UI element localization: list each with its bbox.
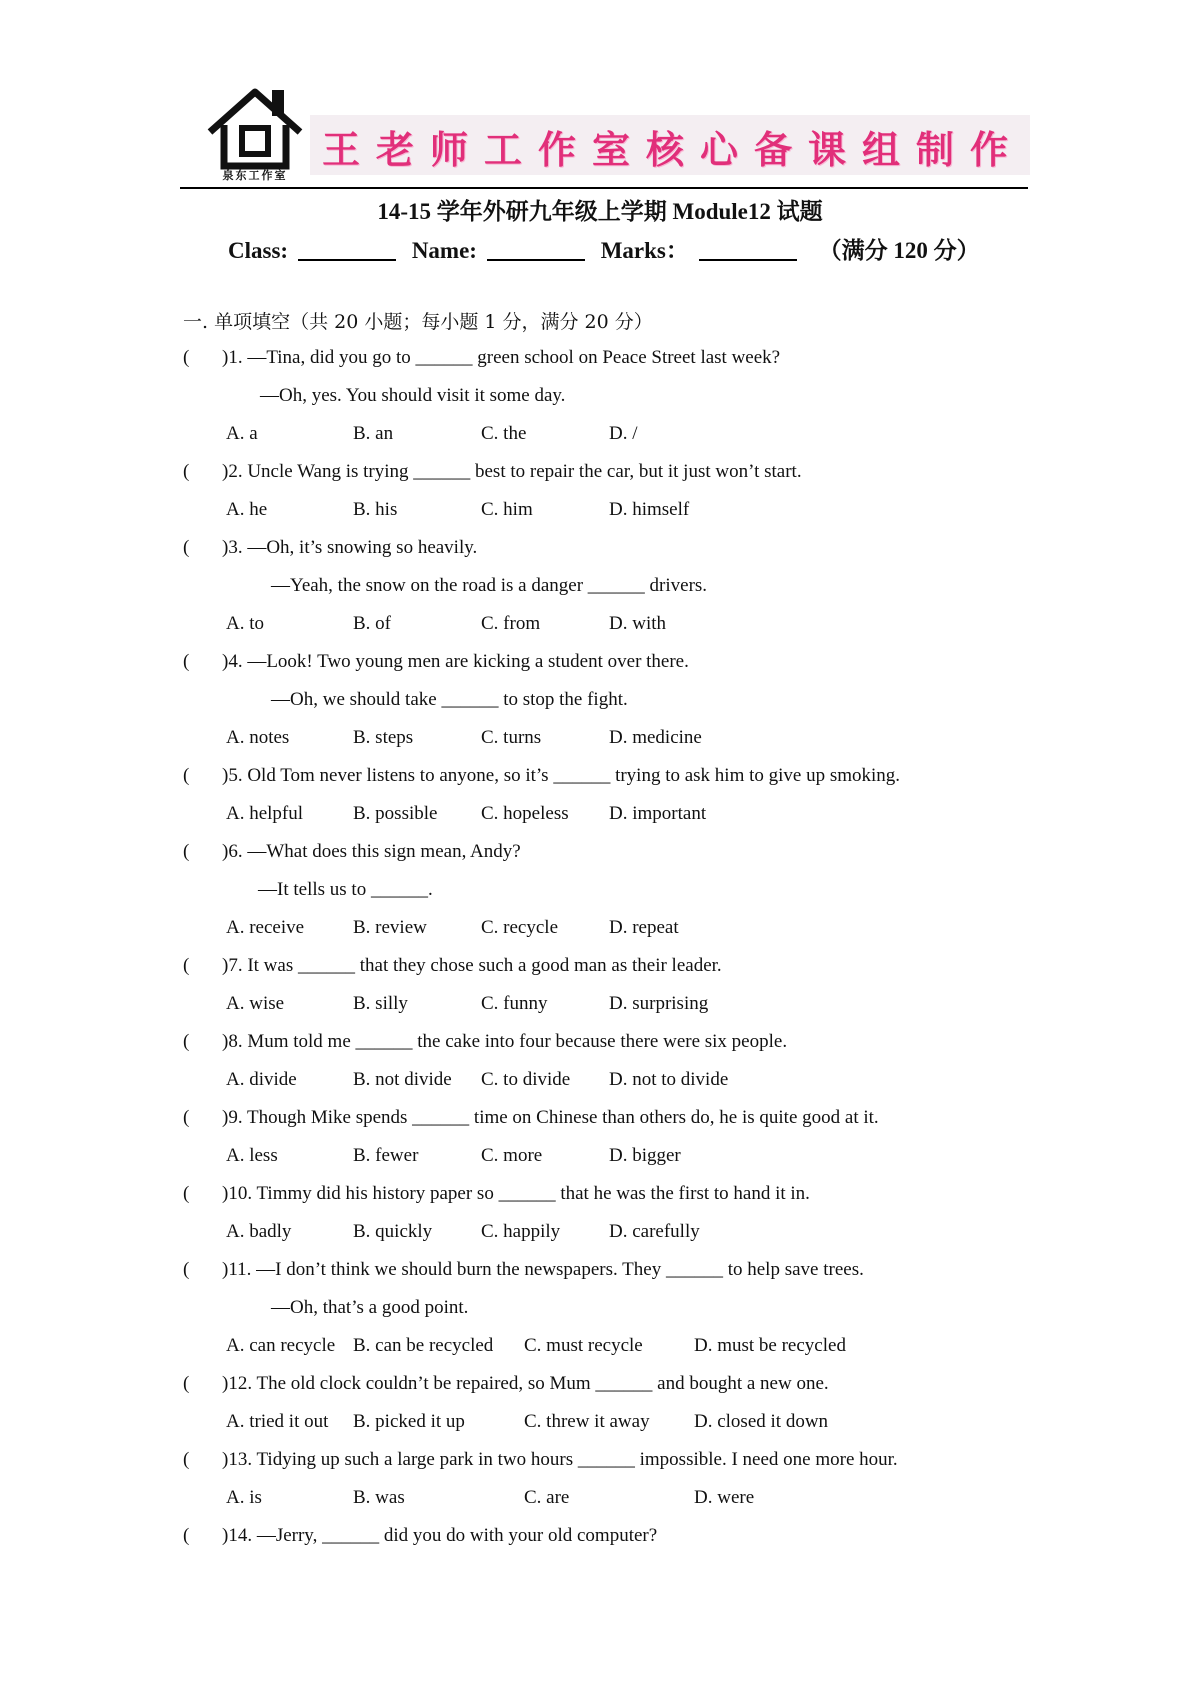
option-d: D. must be recycled (694, 1335, 846, 1356)
option-c: C. recycle (481, 917, 559, 938)
section-title: 一. 单项填空（共 20 小题；每小题 1 分，满分 20 分） (183, 311, 653, 333)
option-d: D. repeat (609, 917, 679, 938)
logo-label: 泉东工作室 (222, 170, 288, 182)
question-text: )1. —Tina, did you go to ______ green school on Peace Street last week? (222, 347, 781, 368)
answer-paren[interactable]: ( (183, 651, 190, 672)
option-a: A. divide (226, 1069, 297, 1090)
banner-text: 王老师工作室核心备课组制作 (322, 128, 1025, 172)
marks-blank[interactable] (699, 237, 797, 261)
option-d: D. not to divide (609, 1069, 729, 1090)
answer-paren[interactable]: ( (183, 1259, 190, 1280)
option-c: C. are (524, 1487, 570, 1508)
class-label: Class: (228, 238, 289, 263)
option-c: C. to divide (481, 1069, 571, 1090)
option-c: C. hopeless (481, 803, 569, 824)
option-d: D. surprising (609, 993, 709, 1014)
option-a: A. can recycle (226, 1335, 336, 1356)
option-a: A. wise (226, 993, 285, 1014)
banner (310, 115, 1030, 175)
question-text: )6. —What does this sign mean, Andy? (222, 841, 521, 862)
question-text: )2. Uncle Wang is trying ______ best to repair the car, but it just won’t start. (222, 461, 802, 482)
option-a: A. receive (226, 917, 305, 938)
question-text: )7. It was ______ that they chose such a good man as their leader. (222, 955, 722, 976)
option-d: D. / (609, 423, 638, 444)
option-c: C. turns (481, 727, 542, 748)
option-a: A. is (226, 1487, 262, 1508)
question-11-reply: —Oh, that’s a good point. (271, 1297, 469, 1318)
option-b: B. quickly (353, 1221, 433, 1242)
student-info-line (228, 232, 980, 265)
answer-paren[interactable]: ( (183, 1525, 190, 1546)
option-c: C. happily (481, 1221, 561, 1242)
answer-paren[interactable]: ( (183, 955, 190, 976)
answer-paren[interactable]: ( (183, 765, 190, 786)
question-text: )8. Mum told me ______ the cake into four because there were six people. (222, 1031, 788, 1052)
option-c: C. threw it away (524, 1411, 650, 1432)
option-d: D. medicine (609, 727, 702, 748)
answer-paren[interactable]: ( (183, 1449, 190, 1470)
option-a: A. a (226, 423, 258, 444)
page-title: 14-15 学年外研九年级上学期 Module12 试题 (377, 199, 823, 224)
option-b: B. fewer (353, 1145, 419, 1166)
option-b: B. not divide (353, 1069, 452, 1090)
option-d: D. closed it down (694, 1411, 829, 1432)
answer-paren[interactable]: ( (183, 1373, 190, 1394)
answer-paren[interactable]: ( (183, 537, 190, 558)
option-c: C. funny (481, 993, 548, 1014)
option-b: B. an (353, 423, 394, 444)
option-a: A. helpful (226, 803, 304, 824)
answer-paren[interactable]: ( (183, 1107, 190, 1128)
question-4-reply: —Oh, we should take ______ to stop the fight. (271, 689, 628, 710)
class-blank[interactable] (298, 237, 396, 261)
question-text: )11. —I don’t think we should burn the newspapers. They ______ to help save trees. (222, 1259, 864, 1280)
option-d: D. carefully (609, 1221, 700, 1242)
question-text: )10. Timmy did his history paper so ______ that he was the first to hand it in. (222, 1183, 810, 1204)
header-divider (180, 187, 1028, 189)
option-a: A. badly (226, 1221, 292, 1242)
question-text: )4. —Look! Two young men are kicking a student over there. (222, 651, 689, 672)
name-blank[interactable] (487, 237, 585, 261)
option-a: A. he (226, 499, 268, 520)
option-a: A. tried it out (226, 1411, 329, 1432)
option-a: A. less (226, 1145, 278, 1166)
option-c: C. must recycle (524, 1335, 643, 1356)
option-b: B. was (353, 1487, 405, 1508)
question-3-reply: —Yeah, the snow on the road is a danger ______ drivers. (271, 575, 708, 596)
marks-label: Marks： (600, 238, 689, 263)
document-header (180, 75, 1040, 185)
option-c: C. the (481, 423, 527, 444)
option-a: A. to (226, 613, 264, 634)
answer-paren[interactable]: ( (183, 347, 190, 368)
answer-paren[interactable]: ( (183, 1183, 190, 1204)
question-text: )13. Tidying up such a large park in two hours ______ impossible. I need one more hour. (222, 1449, 898, 1470)
option-b: B. can be recycled (353, 1335, 494, 1356)
option-b: B. picked it up (353, 1411, 465, 1432)
option-c: C. from (481, 613, 541, 634)
option-c: C. him (481, 499, 533, 520)
answer-paren[interactable]: ( (183, 1031, 190, 1052)
answer-paren[interactable]: ( (183, 461, 190, 482)
option-b: B. of (353, 613, 391, 634)
question-6-reply: —It tells us to ______. (258, 879, 433, 900)
name-label: Name: (411, 238, 477, 263)
option-d: D. bigger (609, 1145, 681, 1166)
question-text: )12. The old clock couldn’t be repaired, so Mum ______ and bought a new one. (222, 1373, 829, 1394)
option-b: B. silly (353, 993, 408, 1014)
total-score: （满分 120 分） (818, 238, 980, 263)
option-b: B. his (353, 499, 398, 520)
option-d: D. important (609, 803, 707, 824)
option-d: D. with (609, 613, 666, 634)
option-a: A. notes (226, 727, 290, 748)
question-1-reply: —Oh, yes. You should visit it some day. (260, 385, 566, 406)
option-d: D. were (694, 1487, 755, 1508)
option-c: C. more (481, 1145, 543, 1166)
answer-paren[interactable]: ( (183, 841, 190, 862)
question-text: )3. —Oh, it’s snowing so heavily. (222, 537, 478, 558)
option-b: B. steps (353, 727, 414, 748)
option-b: B. review (353, 917, 427, 938)
option-d: D. himself (609, 499, 690, 520)
question-text: )14. —Jerry, ______ did you do with your old computer? (222, 1525, 658, 1546)
question-text: )5. Old Tom never listens to anyone, so it’s ______ trying to ask him to give up smoking. (222, 765, 901, 786)
question-text: )9. Though Mike spends ______ time on Chinese than others do, he is quite good at it. (222, 1107, 879, 1128)
option-b: B. possible (353, 803, 438, 824)
